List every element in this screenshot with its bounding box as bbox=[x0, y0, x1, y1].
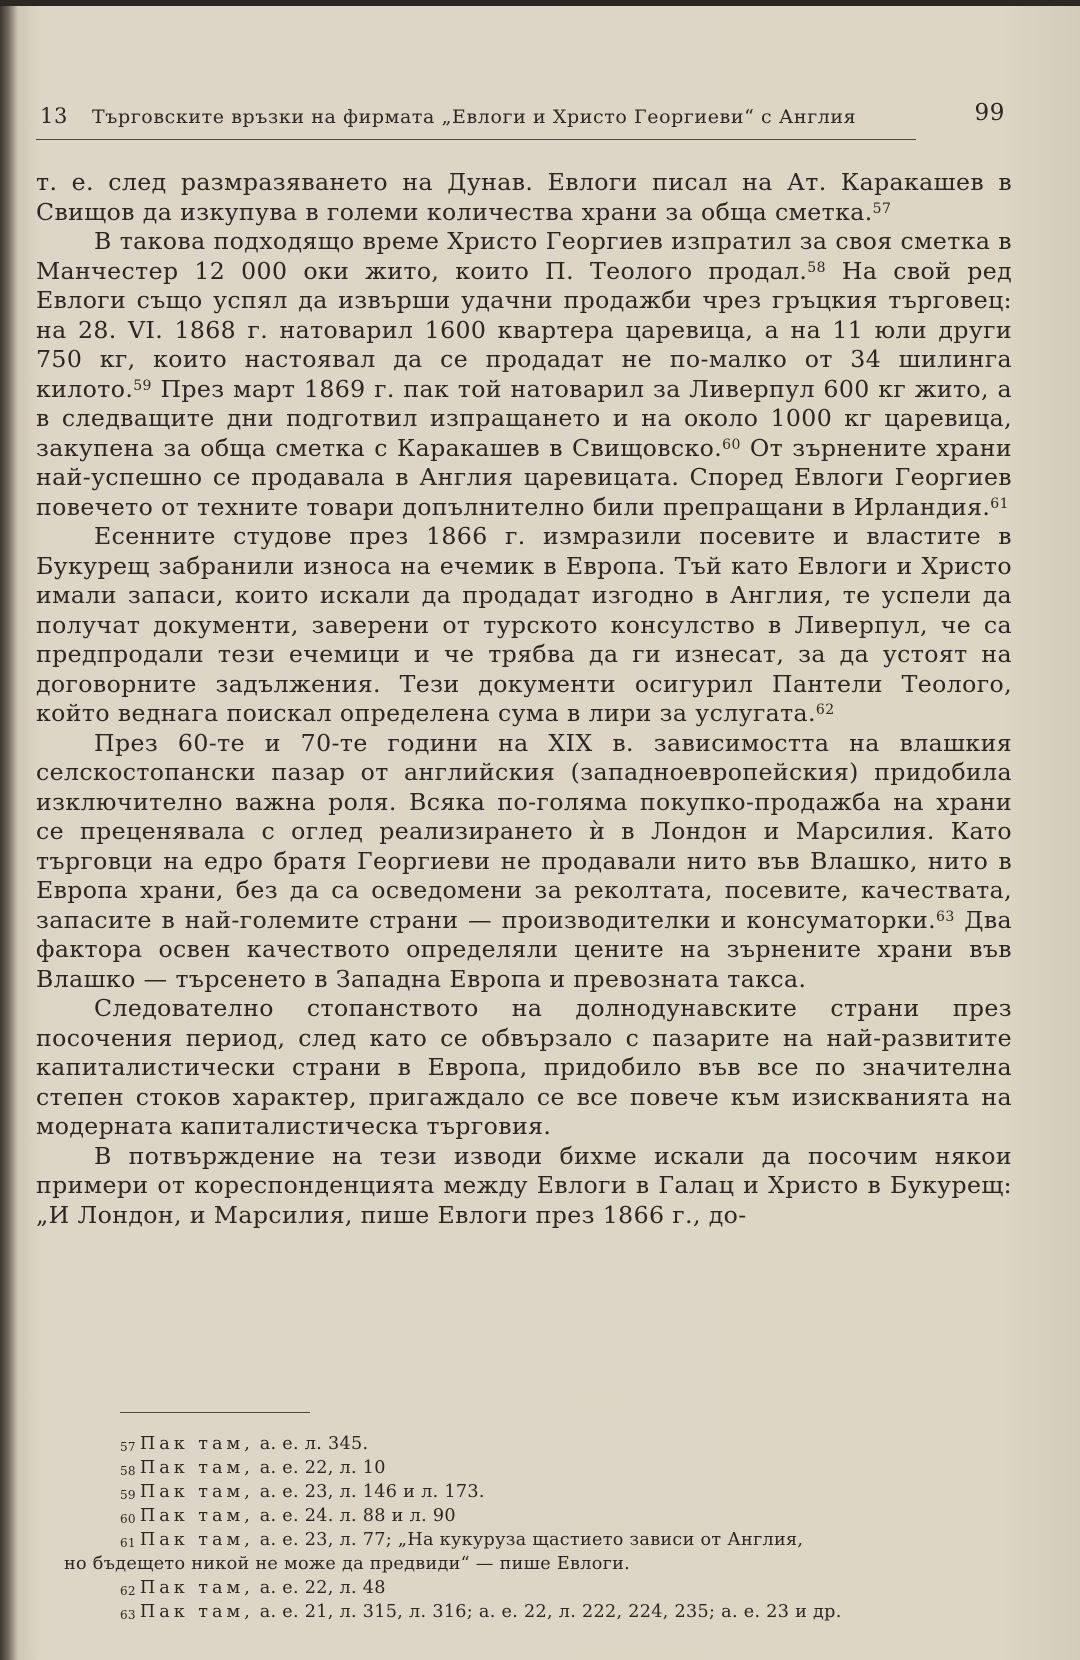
paragraph: Следователно стопанството на долнодунавските страни през посочения период, след като се обвързало с пазарите на най-развитите капиталистически страни в Европа, придобило във все по значителна степен стоков характер, пригаждало се все повече към изискванията на модерната капиталистическа търговия. bbox=[36, 994, 1012, 1140]
scan-edge bbox=[0, 0, 1080, 6]
footnote-ref: 59 bbox=[133, 377, 152, 394]
paragraph: В такова подходящо време Христо Георгиев изпратил за своя сметка в Манчестер 12 000 оки жито, които П. Теолого продал.$^{58}$ На свой ред Евлоги също успял да извърши удачни продажби чрез гръцкия търговец: на 28. VI. 1868 г. натоварил 1600 квартера царевица, а на 11 юли други 750 кг, които настоявал да се продадат не по-малко от 34 шилинга килото.$^{59}$ През март 1869 г. пак той натоварил за Ливерпул 600 кг жито, а в следващите дни подготвил изпращането и на около 1000 кг царевица, закупена за обща сметка с Каракашев в Свищовско.$^{60}$ От зърнените храни най-успешно се продавала в Англия царевицата. Според Евлоги Георгиев повечето от техните товари допълнително били препращани в Ирландия.$^{61}$ bbox=[36, 227, 1012, 521]
footnotes bbox=[60, 1432, 1020, 1624]
footnote-ref: 61 bbox=[990, 495, 1009, 512]
paragraph: В потвърждение на тези изводи бихме искали да посочим някои примери от кореспонденцията между Евлоги в Галац и Христо в Букурещ: „И Лондон, и Марсилия, пише Евлоги през 1866 г., до- bbox=[36, 1141, 1012, 1229]
running-title: Търговските връзки на фирмата „Евлоги и Христо Георгиеви“ с Англия bbox=[92, 106, 857, 128]
footnote: $^{58}$ Пак там, а. е. 22, л. 10 bbox=[120, 1458, 386, 1478]
footnote: $^{63}$ Пак там, а. е. 21, л. 315, л. 316; а. е. 22, л. 222, 224, 235; а. е. 23 и др. bbox=[120, 1602, 842, 1622]
footnote-ref: 60 bbox=[722, 436, 741, 453]
main-text bbox=[36, 168, 1012, 1230]
footnote: $^{62}$ Пак там, а. е. 22, л. 48 bbox=[120, 1578, 386, 1598]
chapter-number: 13 bbox=[40, 104, 68, 128]
header-rule bbox=[36, 139, 916, 140]
footnote: $^{59}$ Пак там, а. е. 23, л. 146 и л. 173. bbox=[120, 1482, 485, 1502]
footnote-ref: 57 bbox=[872, 200, 892, 217]
paragraph: Есенните студове през 1866 г. измразили посевите и властите в Букурещ забранили износа на ечемик в Европа. Тъй като Евлоги и Христо имали запаси, които искали да продадат изгодно в Англия, те успели да получат документи, заверени от турското консулство в Ливерпул, че са предпродали тези ечемици и че трябва да ги изнесат, за да устоят на договорните задължения. Тези документи осигурил Пантели Теолого, който веднага поискал определена сума в лири за услугата.$^{62}$ bbox=[36, 522, 1012, 727]
footnote-ref: 58 bbox=[807, 259, 826, 276]
footnote: $^{61}$ Пак там, а. е. 23, л. 77; „На кукуруза щастието зависи от Англия, bbox=[120, 1530, 804, 1550]
footnote: $^{60}$ Пак там, а. е. 24. л. 88 и л. 90 bbox=[120, 1506, 456, 1526]
running-header bbox=[40, 100, 1010, 134]
footnote-ref: 62 bbox=[815, 702, 835, 718]
paragraph: През 60-те и 70-те години на XIX в. зависимостта на влашкия селскостопански пазар от английския (западноевропейския) придобила изключително важна роля. Всяка по-голяма покупко-продажба на храни се преценявала с оглед реализирането ѝ в Лондон и Марсилия. Като търговци на едро братя Георгиеви не продавали нито във Влашко, нито в Европа храни, без да са осведомени за реколтата, посевите, качествата, запасите в най-големите страни — производителки и консуматорки.$^{63}$ Два фактора освен качеството определяли цените на зърнените храни във Влашко — търсенето в Западна Европа и превозната такса. bbox=[36, 728, 1012, 993]
page-number: 99 bbox=[974, 100, 1005, 126]
footnote: $^{57}$ Пак там, а. е. л. 345. bbox=[120, 1434, 369, 1454]
paragraph: т. е. след размразяването на Дунав. Евлоги писал на Ат. Каракашев в Свищов да изкупува в големи количества храни за обща сметка.$^{57}$ bbox=[36, 168, 1012, 226]
footnote-ref: 63 bbox=[936, 908, 955, 925]
footnote-continuation: но бъдещето никой не може да предвиди“ — пише Евлоги. bbox=[64, 1554, 631, 1574]
footnote-rule bbox=[120, 1412, 310, 1413]
